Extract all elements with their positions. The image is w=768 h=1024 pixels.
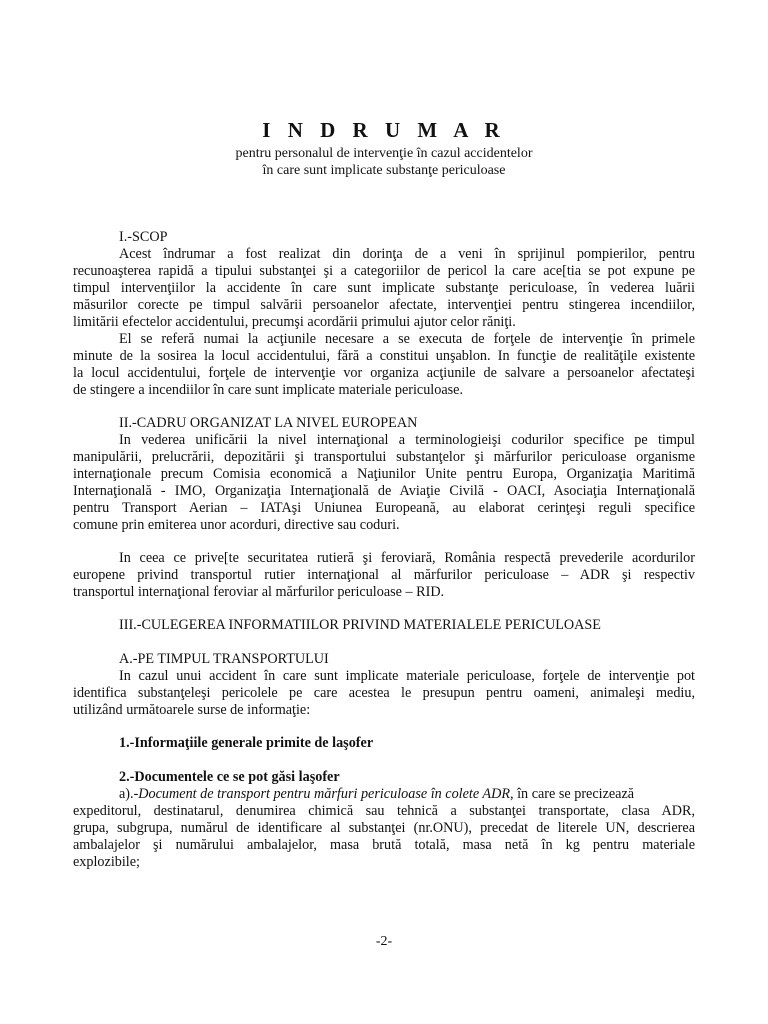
- section-heading-culegerea: III.-CULEGEREA INFORMATIILOR PRIVIND MATERIALELE PERICULOASE: [119, 617, 601, 633]
- paragraph-line: transportul internaţional feroviar al mărfurilor periculoase – RID.: [73, 584, 445, 600]
- paragraph-line: limitării efectelor accidentului, precumşi acordării primului ajutor celor răniţi.: [73, 314, 516, 330]
- paragraph-line: identifica substanţeleşi pericolele pe care acestea le presupun pentru oameni, animaleşi mediu,: [73, 685, 695, 701]
- paragraph-line: In vederea unificării la nivel internaţional a terminologieişi codurilor specifice pe timpul: [119, 432, 695, 448]
- paragraph-line: internaţionale precum Comisia economică a Naţiunilor Unite pentru Europa, Organizaţia Maritimă: [73, 466, 695, 482]
- paragraph-line: manipulării, prelucrării, depozitării şi transportului substanţelor şi mărfurilor periculoase organisme: [73, 449, 695, 465]
- paragraph-line: europene privind transportul rutier internaţional al mărfurilor periculoase – ADR şi respectiv: [73, 567, 695, 583]
- section-heading-cadru: II.-CADRU ORGANIZAT LA NIVEL EUROPEAN: [119, 415, 418, 431]
- paragraph-line: comune prin emiterea unor acorduri, directive sau coduri.: [73, 517, 400, 533]
- paragraph-line: expeditorul, destinatarul, denumirea chimică sau tehnică a substanţei transportate, clasa ADR,: [73, 803, 695, 819]
- item-heading: 1.-Informaţiile generale primite de laşofer: [119, 735, 374, 751]
- paragraph-line: El se referă numai la acţiunile necesare a se executa de forţele de intervenţie în primele: [119, 331, 695, 347]
- paragraph-line: la locul accidentului, forţele de intervenţie vor organiza acţiunile de salvare a persoanelor afectateşi: [73, 365, 695, 381]
- paragraph-line: grupa, subgrupa, numărul de identificare al substanţei (nr.ONU), precedat de literele UN, descrierea: [73, 820, 695, 836]
- paragraph-line: minute de la sosirea la locul accidentului, fără a constitui unşablon. In funcţie de realităţile existente: [73, 348, 695, 364]
- list-marker: a).-: [119, 786, 139, 802]
- section-heading-scop: I.-SCOP: [119, 229, 168, 245]
- document-title: I N D R U M A R: [262, 118, 506, 142]
- paragraph-line: In ceea ce prive[te securitatea rutieră şi feroviară, România respectă prevederile acordurilor: [119, 550, 695, 566]
- paragraph-line: pentru Transport Aerian – IATAşi Uniunea Europeană, au elaborat cerinţeşi reguli specifice: [73, 500, 695, 516]
- document-subtitle: pentru personalul de intervenţie în cazul accidentelor: [235, 146, 533, 161]
- page-number: -2-: [375, 934, 393, 949]
- paragraph-line: explozibile;: [73, 854, 140, 870]
- subsection-heading: A.-PE TIMPUL TRANSPORTULUI: [119, 651, 329, 667]
- paragraph-line: Internaţională - IMO, Organizaţia Internaţională de Aviaţie Civilă - OACI, Asociaţia Internaţională: [73, 483, 695, 499]
- document-name-italic: Document de transport pentru mărfuri periculoase în colete ADR,: [138, 786, 514, 802]
- document-subtitle: în care sunt implicate substanţe periculoase: [262, 163, 506, 178]
- paragraph-line: utilizând următoarele surse de informaţie:: [73, 702, 311, 718]
- item-heading: 2.-Documentele ce se pot găsi laşofer: [119, 769, 340, 785]
- paragraph-text: în care se precizează: [513, 786, 635, 802]
- paragraph-line: de stingere a incendiilor în care sunt implicate materiale periculoase.: [73, 382, 463, 398]
- paragraph-line: Acest îndrumar a fost realizat din dorinţa de a veni în sprijinul pompierilor, pentru: [119, 246, 695, 262]
- paragraph-line: [73, 786, 695, 803]
- paragraph-line: timpul intervenţiilor la accidente în care sunt implicate substanţe periculoase, în vederea luării: [73, 280, 695, 296]
- paragraph-line: recunoaşterea rapidă a tipului substanţei şi a categoriilor de pericol la care ace[tia se pot expune pe: [73, 263, 695, 279]
- paragraph-line: măsurilor corecte pe timpul salvării persoanelor afectate, intervenţiei pentru stingerea incendiilor,: [73, 297, 695, 313]
- paragraph-line: In cazul unui accident în care sunt implicate materiale periculoase, forţele de intervenţie pot: [119, 668, 695, 684]
- paragraph-line: ambalajelor şi numărului ambalajelor, masa brută totală, masa netă în kg pentru materiale: [73, 837, 695, 853]
